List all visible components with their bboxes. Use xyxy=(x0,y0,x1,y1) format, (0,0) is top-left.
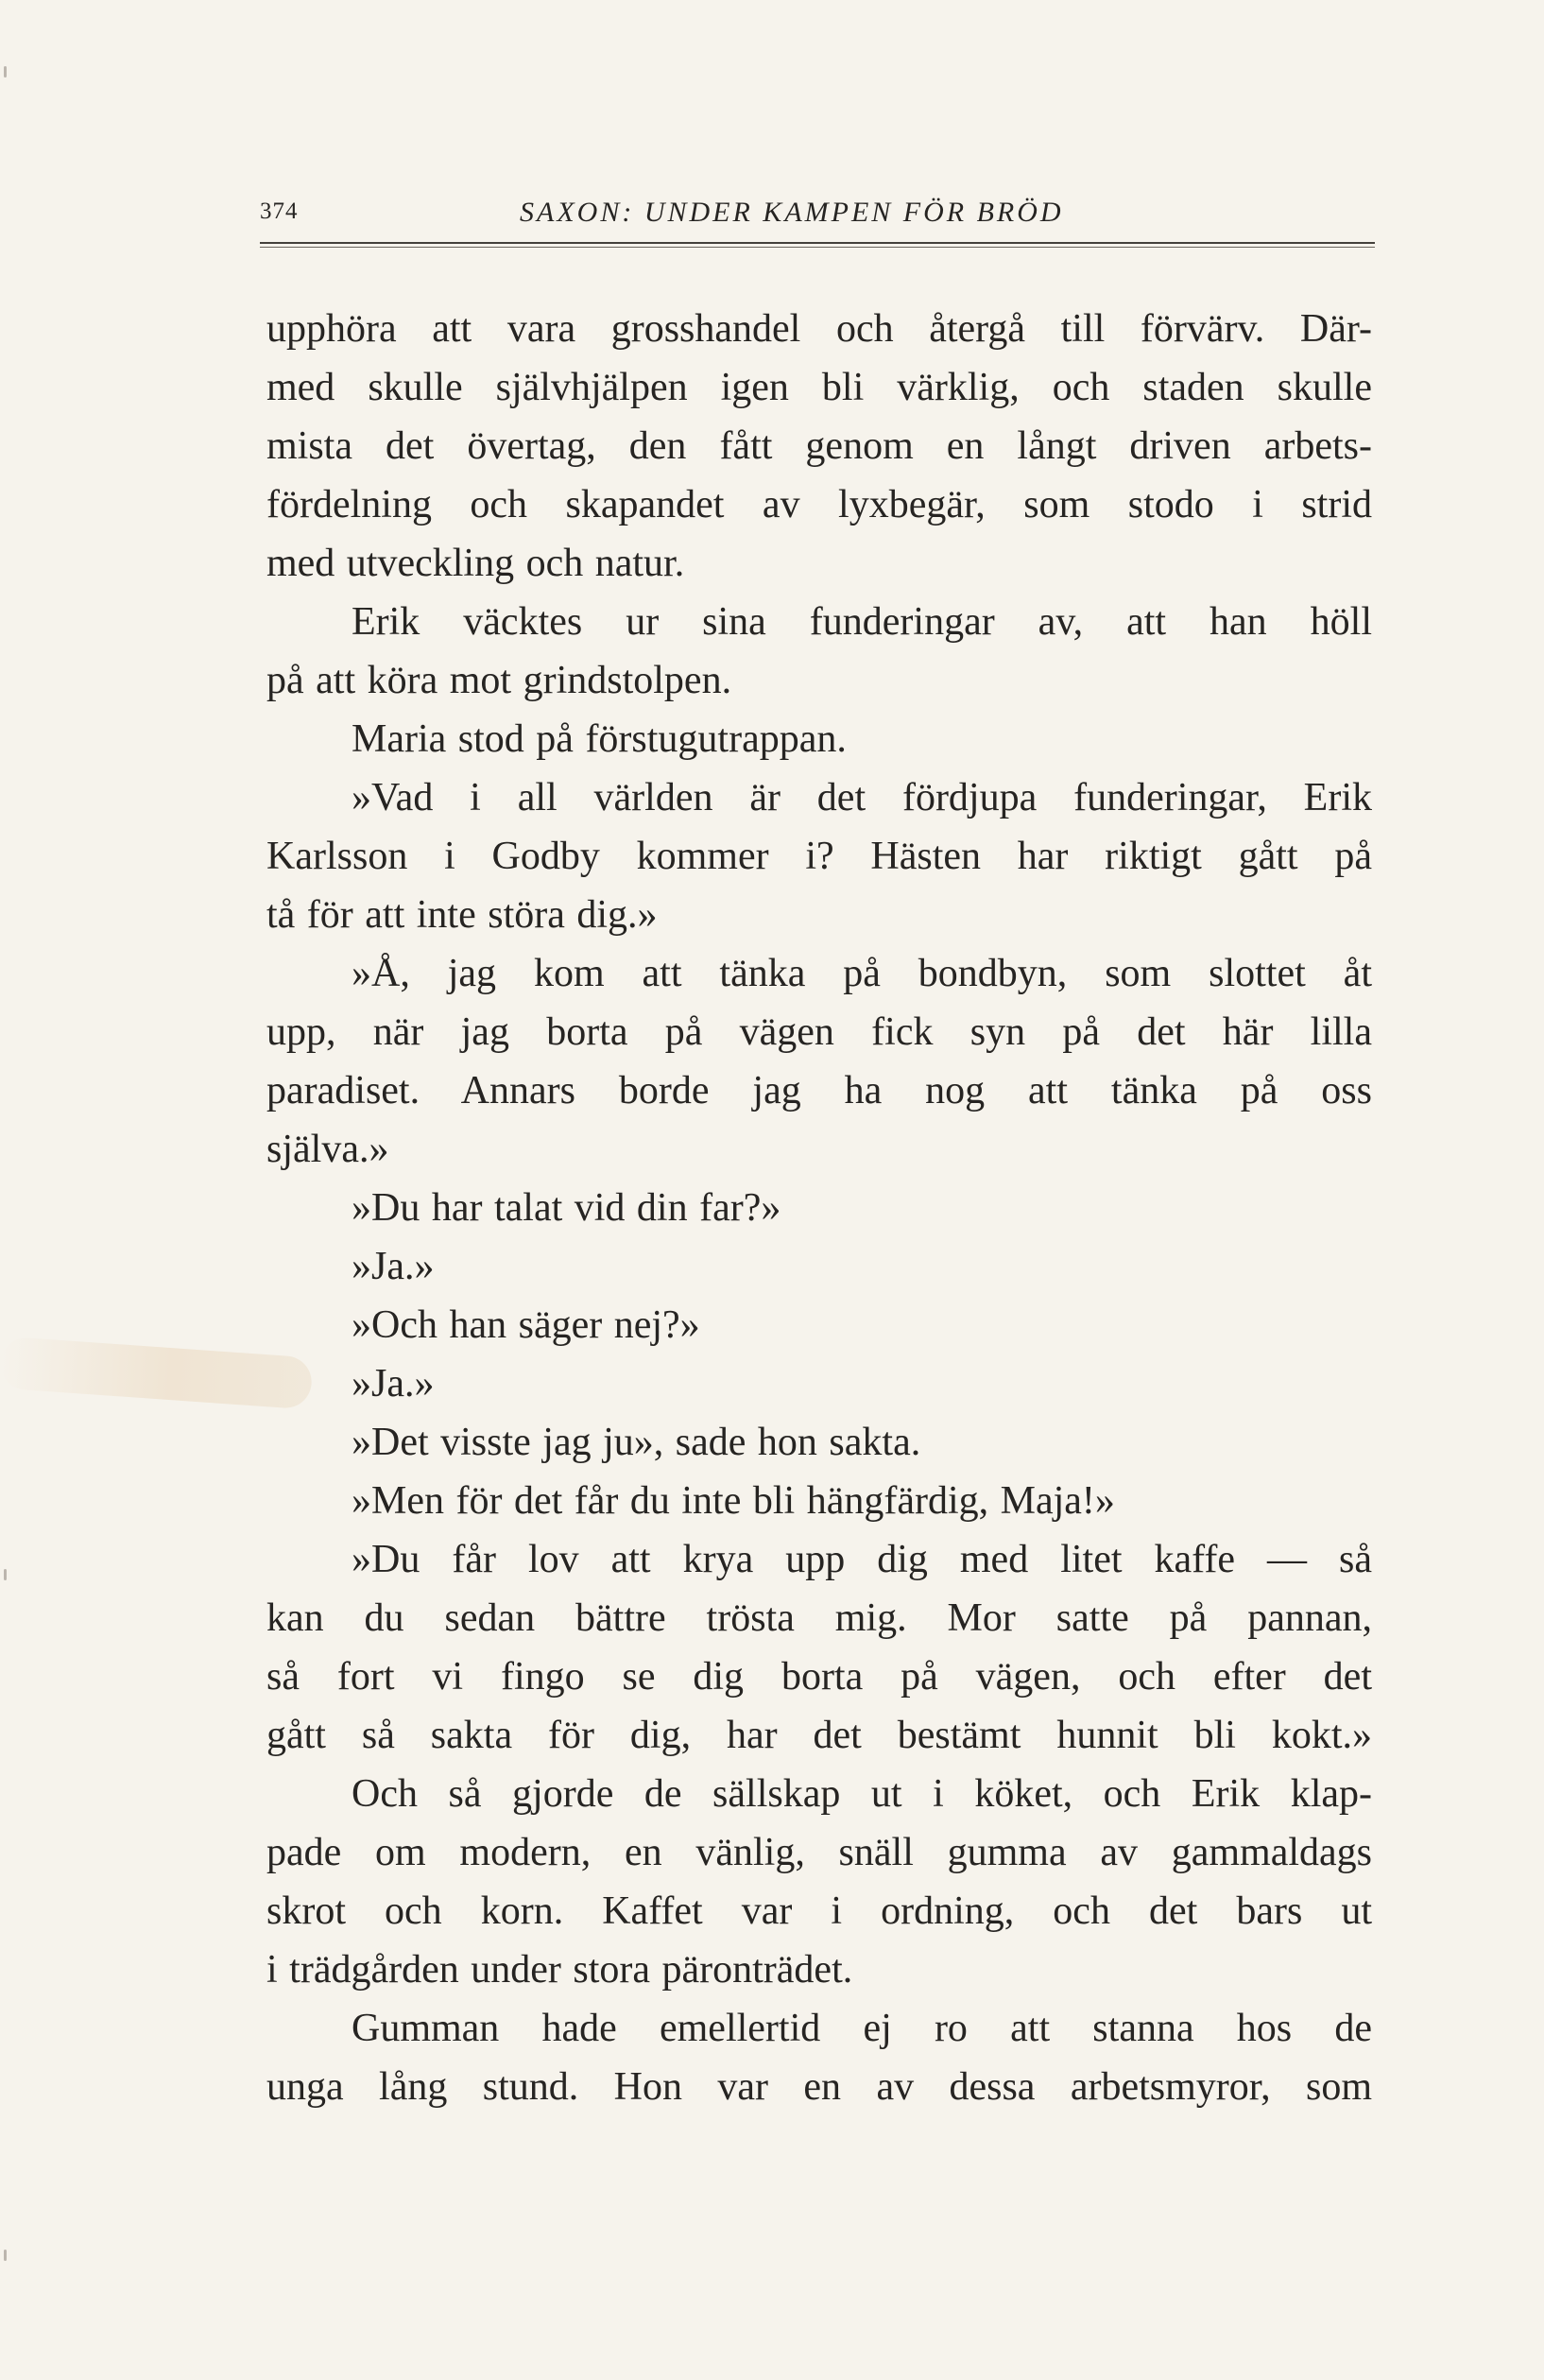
text-line: Erik väcktes ur sina funderingar av, att han höll xyxy=(352,600,1372,644)
text-line: skrot och korn. Kaffet var i ordning, och det bars ut xyxy=(266,1889,1372,1933)
text-line: »Det visste jag ju», sade hon sakta. xyxy=(352,1421,921,1464)
text-line: »Du får lov att krya upp dig med litet kaffe — så xyxy=(352,1538,1372,1581)
text-line: gått så sakta för dig, har det bestämt hunnit bli kokt.» xyxy=(266,1714,1372,1757)
text-line: själva.» xyxy=(266,1128,389,1171)
text-line: med skulle självhjälpen igen bli värklig, och staden skulle xyxy=(266,366,1372,409)
text-line: »Du har talat vid din far?» xyxy=(352,1186,781,1230)
text-line: Gumman hade emellertid ej ro att stanna hos de xyxy=(352,2007,1372,2050)
text-line: »Vad i all världen är det fördjupa funderingar, Erik xyxy=(352,776,1372,819)
text-line: Maria stod på förstugutrappan. xyxy=(352,717,847,761)
header-rule-thick xyxy=(260,242,1375,244)
header-rule xyxy=(260,242,1375,251)
text-line: upphöra att vara grosshandel och återgå till förvärv. Där- xyxy=(266,307,1372,351)
text-line: paradiset. Annars borde jag ha nog att tänka på oss xyxy=(266,1069,1372,1112)
text-line: unga lång stund. Hon var en av dessa arbetsmyror, som xyxy=(266,2065,1372,2109)
body-text xyxy=(266,300,1372,2116)
text-line: fördelning och skapandet av lyxbegär, som stodo i strid xyxy=(266,483,1372,526)
running-title: SAXON: UNDER KAMPEN FÖR BRÖD xyxy=(520,197,1064,228)
text-line: kan du sedan bättre trösta mig. Mor satte på pannan, xyxy=(266,1596,1372,1640)
text-line: pade om modern, en vänlig, snäll gumma av gammaldags xyxy=(266,1831,1372,1874)
edge-speck xyxy=(4,1569,7,1580)
text-line: Och så gjorde de sällskap ut i köket, och Erik klap- xyxy=(352,1772,1372,1816)
text-line: »Ja.» xyxy=(352,1362,435,1406)
text-line: »Men för det får du inte bli hängfärdig, Maja!» xyxy=(352,1479,1115,1523)
page-header xyxy=(260,189,1375,236)
text-line: »Ja.» xyxy=(352,1245,435,1288)
text-line: upp, när jag borta på vägen fick syn på det här lilla xyxy=(266,1010,1372,1054)
text-line: med utveckling och natur. xyxy=(266,542,685,585)
text-line: tå för att inte störa dig.» xyxy=(266,893,658,937)
edge-speck xyxy=(4,2250,7,2261)
header-rule-thin xyxy=(260,247,1375,248)
text-line: »Och han säger nej?» xyxy=(352,1303,700,1347)
text-line: på att köra mot grindstolpen. xyxy=(266,659,732,702)
edge-speck xyxy=(4,66,7,78)
page-number: 374 xyxy=(260,198,299,224)
text-line: »Å, jag kom att tänka på bondbyn, som slottet åt xyxy=(352,952,1372,995)
text-line: så fort vi fingo se dig borta på vägen, och efter det xyxy=(266,1655,1372,1699)
text-line: mista det övertag, den fått genom en långt driven arbets- xyxy=(266,424,1372,468)
text-line: i trädgården under stora päronträdet. xyxy=(266,1948,853,1992)
text-line: Karlsson i Godby kommer i? Hästen har riktigt gått på xyxy=(266,835,1372,878)
